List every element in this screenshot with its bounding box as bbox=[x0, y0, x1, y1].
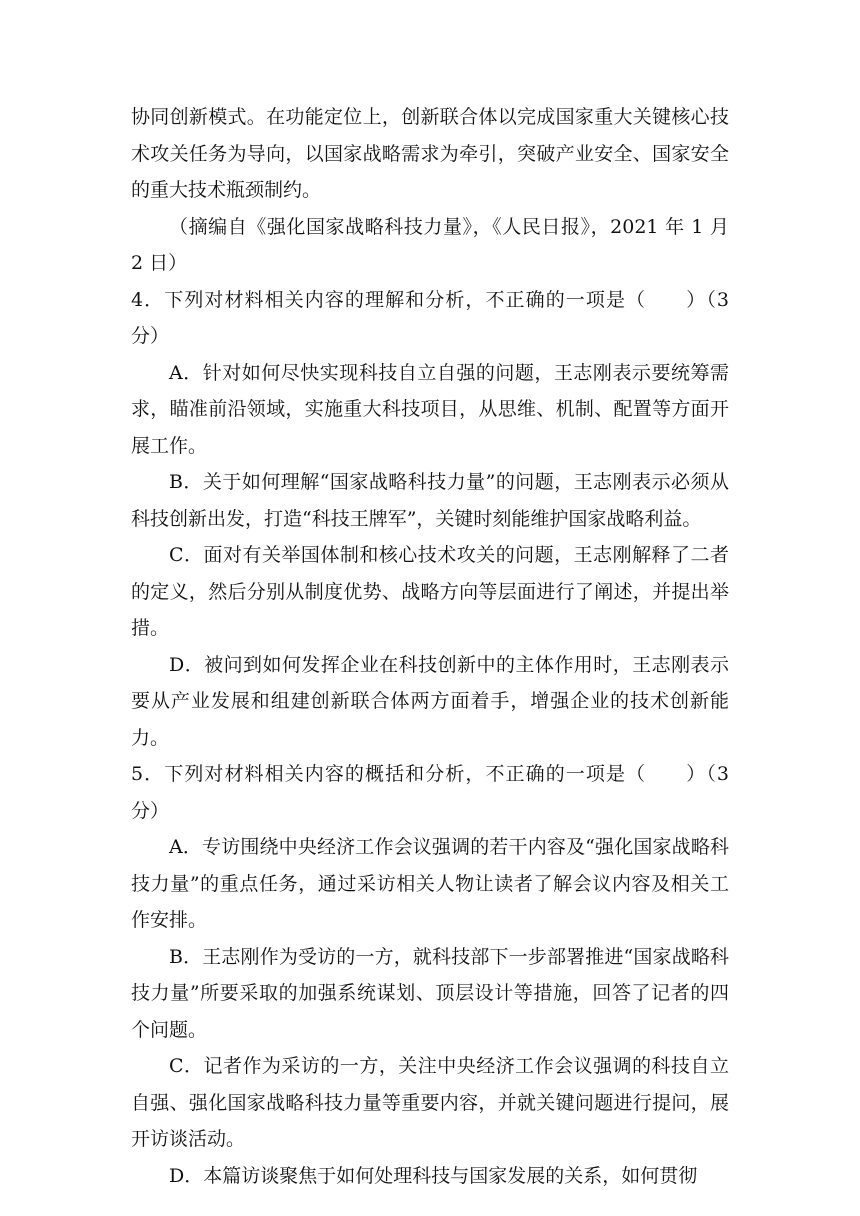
question-stem: 4．下列对材料相关内容的理解和分析，不正确的一项是（ ）（3 分） bbox=[131, 288, 729, 347]
option-b: B．关于如何理解“国家战略科技力量”的问题，王志刚表示必须从科技创新出发，打造“科技王牌军”，关键时刻能维护国家战略利益。 bbox=[131, 471, 729, 530]
document-page bbox=[131, 99, 729, 1194]
question-5 bbox=[131, 756, 729, 1194]
option-c: C．记者作为采访的一方，关注中央经济工作会议强调的科技自立自强、强化国家战略科技力量等重要内容，并就关键问题进行提问，展开访谈活动。 bbox=[131, 1055, 729, 1150]
source-citation: （摘编自《强化国家战略科技力量》，《人民日报》，2021 年 1 月 2 日） bbox=[131, 215, 729, 274]
option-a: A．专访围绕中央经济工作会议强调的若干内容及“强化国家战略科技力量”的重点任务，通过采访相关人物让读者了解会议内容及相关工作安排。 bbox=[131, 836, 729, 931]
option-d: D．本篇访谈聚焦于如何处理科技与国家发展的关系，如何贯彻 bbox=[169, 1164, 698, 1187]
option-a: A．针对如何尽快实现科技自立自强的问题，王志刚表示要统筹需求，瞄准前沿领域，实施重大科技项目，从思维、机制、配置等方面开展工作。 bbox=[131, 361, 729, 457]
option-b: B．王志刚作为受访的一方，就科技部下一步部署推进“国家战略科技力量”所要采取的加强系统谋划、顶层设计等措施，回答了记者的四个问题。 bbox=[131, 945, 729, 1041]
option-d: D．被问到如何发挥企业在科技创新中的主体作用时，王志刚表示要从产业发展和组建创新联合体两方面着手，增强企业的技术创新能力。 bbox=[131, 653, 729, 749]
option-c: C．面对有关举国体制和核心技术攻关的问题，王志刚解释了二者的定义，然后分别从制度优势、战略方向等层面进行了阐述，并提出举措。 bbox=[131, 544, 729, 639]
question-stem: 5．下列对材料相关内容的概括和分析，不正确的一项是（ ）（3 分） bbox=[131, 763, 729, 822]
body-paragraph: 协同创新模式。在功能定位上，创新联合体以完成国家重大关键核心技术攻关任务为导向，以国家战略需求为牵引，突破产业安全、国家安全的重大技术瓶颈制约。 bbox=[131, 106, 729, 201]
question-4 bbox=[131, 282, 729, 757]
